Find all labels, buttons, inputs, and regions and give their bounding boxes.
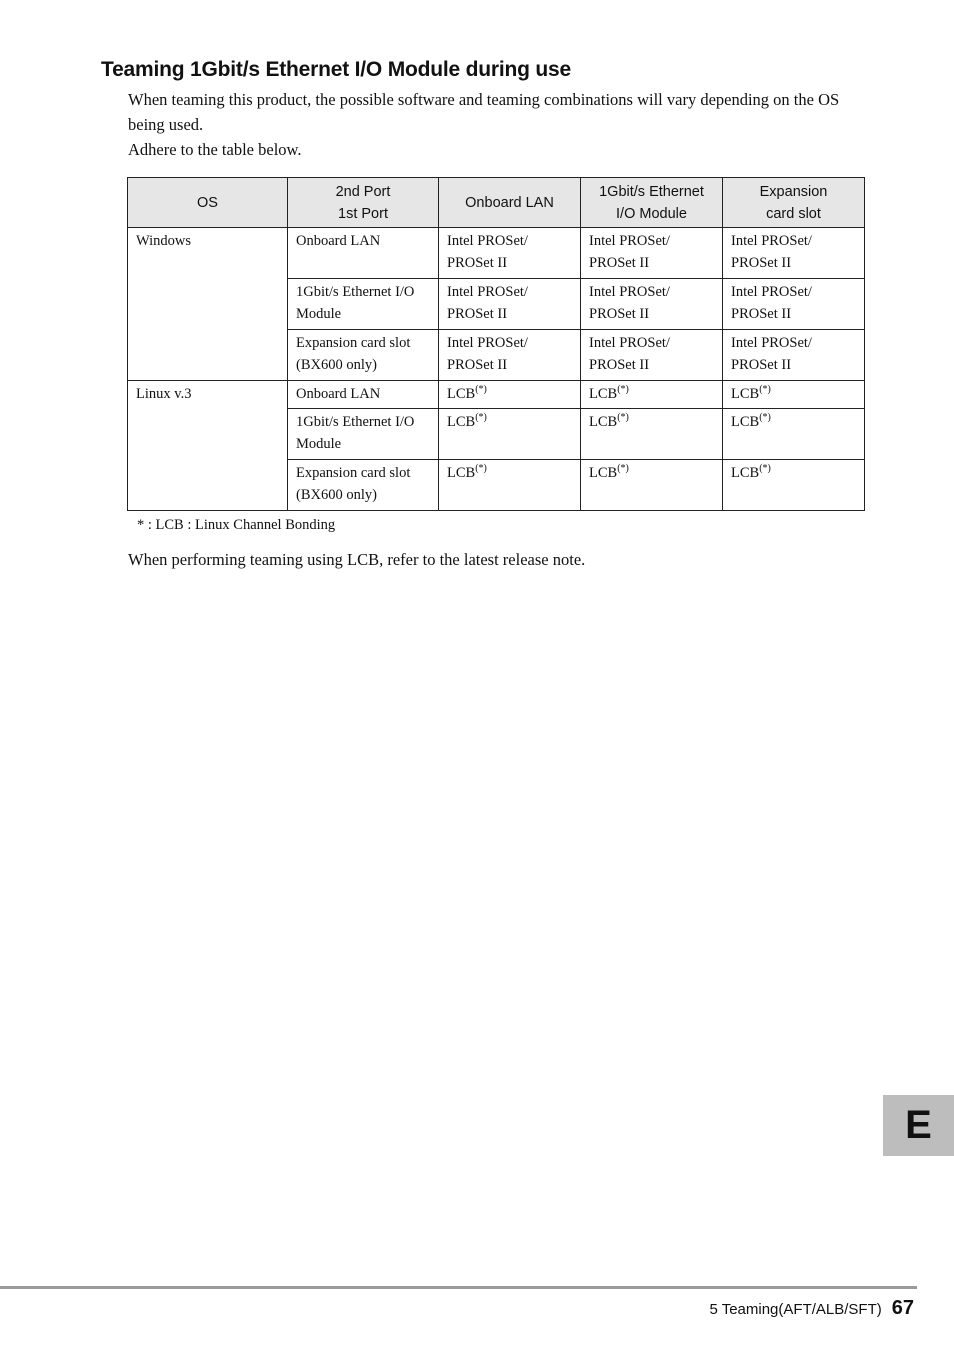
footnote-mark: (*) xyxy=(759,384,771,395)
section-heading: Teaming 1Gbit/s Ethernet I/O Module during use xyxy=(101,58,571,81)
header-exp-line2: card slot xyxy=(766,205,821,222)
table-cell: Intel PROSet/ PROSet II xyxy=(723,228,865,279)
lcb-label: LCB xyxy=(589,414,618,430)
lcb-cell xyxy=(439,381,581,409)
footnote-mark: (*) xyxy=(759,463,771,474)
table-cell: Intel PROSet/ PROSet II xyxy=(439,279,581,330)
chapter-tab: E xyxy=(883,1095,954,1156)
footnote-mark: (*) xyxy=(759,412,771,423)
table-header-row xyxy=(128,178,865,228)
os-windows: Windows xyxy=(128,228,288,381)
footnote-mark: (*) xyxy=(617,412,629,423)
port-cell: Onboard LAN xyxy=(288,381,439,409)
header-port-1st: 1st Port xyxy=(338,205,388,222)
footnote-mark: (*) xyxy=(617,384,629,395)
table-cell: Intel PROSet/ PROSet II xyxy=(581,279,723,330)
lcb-cell xyxy=(581,460,723,511)
page-footer xyxy=(709,1297,914,1320)
port-cell: Expansion card slot (BX600 only) xyxy=(288,460,439,511)
table-row xyxy=(128,228,865,279)
adhere-paragraph: Adhere to the table below. xyxy=(128,140,302,159)
lcb-label: LCB xyxy=(447,465,476,481)
table-cell: Intel PROSet/ PROSet II xyxy=(581,330,723,381)
table-cell: Intel PROSet/ PROSet II xyxy=(439,228,581,279)
header-onboard-lan: Onboard LAN xyxy=(439,178,581,228)
lcb-label: LCB xyxy=(589,386,618,402)
header-expansion-slot xyxy=(723,178,865,228)
page-number: 67 xyxy=(891,1297,914,1319)
header-gbit-module xyxy=(581,178,723,228)
lcb-cell xyxy=(581,409,723,460)
footnote-mark: (*) xyxy=(617,463,629,474)
table-cell: Intel PROSet/ PROSet II xyxy=(581,228,723,279)
lcb-cell xyxy=(723,381,865,409)
header-gbit-line2: I/O Module xyxy=(616,205,687,222)
intro-paragraph: When teaming this product, the possible software and teaming combinations will vary depending on the OS being used. xyxy=(128,90,840,134)
lcb-label: LCB xyxy=(731,414,760,430)
table-cell: Intel PROSet/ PROSet II xyxy=(723,330,865,381)
lcb-label: LCB xyxy=(731,465,760,481)
footnote-mark: (*) xyxy=(475,463,487,474)
lcb-cell xyxy=(439,409,581,460)
teaming-combination-table xyxy=(127,177,865,511)
header-os: OS xyxy=(128,178,288,228)
header-port xyxy=(288,178,439,228)
lcb-cell xyxy=(723,460,865,511)
table-cell: Intel PROSet/ PROSet II xyxy=(723,279,865,330)
lcb-label: LCB xyxy=(589,465,618,481)
table-footnote: * : LCB : Linux Channel Bonding xyxy=(137,517,336,533)
lcb-label: LCB xyxy=(447,386,476,402)
footnote-mark: (*) xyxy=(475,384,487,395)
lcb-label: LCB xyxy=(731,386,760,402)
port-cell: 1Gbit/s Ethernet I/O Module xyxy=(288,279,439,330)
os-linux: Linux v.3 xyxy=(128,381,288,511)
port-cell: Onboard LAN xyxy=(288,228,439,279)
lcb-cell xyxy=(581,381,723,409)
header-gbit-line1: 1Gbit/s Ethernet xyxy=(599,183,704,200)
header-port-2nd: 2nd Port xyxy=(335,183,391,200)
footer-section: 5 Teaming(AFT/ALB/SFT) xyxy=(709,1301,882,1318)
table-cell: Intel PROSet/ PROSet II xyxy=(439,330,581,381)
footnote-mark: (*) xyxy=(475,412,487,423)
lcb-cell xyxy=(723,409,865,460)
footer-rule xyxy=(0,1286,917,1289)
header-exp-line1: Expansion xyxy=(759,183,828,200)
lcb-cell xyxy=(439,460,581,511)
lcb-label: LCB xyxy=(447,414,476,430)
table-row xyxy=(128,381,865,409)
port-cell: 1Gbit/s Ethernet I/O Module xyxy=(288,409,439,460)
port-cell: Expansion card slot (BX600 only) xyxy=(288,330,439,381)
release-note-paragraph: When performing teaming using LCB, refer to the latest release note. xyxy=(128,550,586,569)
